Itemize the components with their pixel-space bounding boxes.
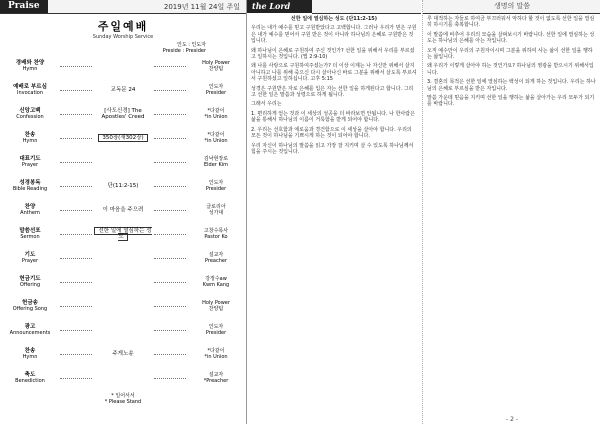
order-person: [186, 324, 246, 336]
dotted-leader: [154, 138, 186, 139]
page-number: - 2 -: [506, 416, 518, 423]
order-label-en: Offering: [19, 282, 41, 288]
order-person-ko: 인도자: [208, 324, 224, 330]
paragraph: 왜 하나님이 은혜로 구원하여 주신 것인가? 선한 일을 위해서 우리를 부르셨고 일하시는 것입니다. (엡 2:9-10): [251, 47, 415, 61]
order-label: [0, 108, 60, 120]
dotted-leader: [154, 258, 186, 259]
order-person-ko: 김낙현장로: [203, 156, 229, 162]
praise-tag: Praise: [0, 0, 48, 13]
order-row: [0, 150, 246, 174]
order-person-ko: Holy Power: [202, 300, 230, 306]
order-label-en: Bible Reading: [12, 186, 48, 192]
order-person: [186, 228, 246, 240]
order-person-ko: *다같이: [207, 108, 225, 114]
dotted-leader: [154, 378, 186, 379]
order-person-ko: 설교자: [208, 372, 224, 378]
order-label: [0, 276, 60, 288]
order-label: [0, 132, 60, 144]
order-label-ko: 광고: [24, 324, 36, 330]
order-label: [0, 300, 60, 312]
order-item-text: 선한 일에 열심하는 성도: [94, 227, 151, 241]
paragraph: 성경은 구원받은 자로 은혜를 입은 자는 선한 일을 하게된다고 합니다. 그리고 선한 일은 말씀과 성령으로 하게 됩니다.: [251, 85, 414, 99]
praise-header: [0, 0, 246, 14]
service-subtitle: Sunday Worship Service: [92, 34, 154, 40]
dotted-leader: [154, 186, 186, 187]
dotted-leader: [154, 162, 186, 163]
order-label-ko: 말씀선포: [19, 228, 41, 234]
dotted-leader: [60, 186, 92, 187]
order-label-en: Confession: [16, 114, 44, 120]
order-row: [0, 318, 246, 342]
order-person-ko: 글로리아: [206, 204, 226, 210]
order-item-text: 주게노송: [112, 351, 134, 357]
order-person: [186, 348, 246, 360]
dotted-leader: [60, 114, 92, 115]
order-row: [0, 198, 246, 222]
order-row: [0, 294, 246, 318]
dotted-leader: [60, 354, 92, 355]
order-person-ko: 설교자: [208, 252, 224, 258]
order-person-en: *in Union: [204, 354, 228, 360]
order-label-en: Hymn: [22, 354, 38, 360]
order-item: [92, 108, 154, 120]
order-label-ko: 예배로 부르심: [13, 84, 47, 90]
order-person-en: Kwm Kang: [202, 282, 230, 288]
order-person: [186, 180, 246, 192]
dotted-leader: [154, 234, 186, 235]
dotted-leader: [60, 378, 92, 379]
order-label-ko: 찬양: [24, 204, 36, 210]
dotted-leader: [154, 210, 186, 211]
order-label-ko: 경배와 찬양: [15, 60, 45, 66]
paragraph: 오직 예수만이 우리의 구원자이시며 그분을 위하여 사는 삶이 선한 일을 행하는 삶입니다.: [427, 47, 593, 61]
dotted-leader: [60, 90, 92, 91]
order-item: [92, 228, 154, 240]
order-label: [0, 372, 60, 384]
order-item-text: 350장(새302장): [98, 134, 147, 142]
order-label: [0, 204, 60, 216]
paragraph: 3. 결혼의 목적은 선한 일에 열심하는 백성이 되게 하는 것입니다. 우리는 하나님의 은혜로 부르심을 받은 자입니다.: [427, 79, 596, 92]
presider-line: [0, 42, 246, 54]
order-label-ko: 성경봉독: [19, 180, 41, 186]
stand-note-en: * Please Stand: [104, 399, 142, 405]
dotted-leader: [60, 66, 92, 67]
dotted-leader: [60, 306, 92, 307]
paragraph: 우리는 내가 예수를 믿고 구원받았다고 고백합니다. 그러나 우리가 믿은 구원은 내가 예수를 믿어서 구원 받은 것이 아니라 하나님의 은혜로 구원받은 것입니다.: [251, 25, 417, 45]
word-body: [427, 16, 597, 414]
order-person-en: Elder Kim: [204, 162, 228, 168]
order-item: [92, 87, 154, 93]
order-item-text: 이 마음을 주으려: [102, 207, 144, 213]
worship-order-column: [0, 0, 247, 424]
order-label-en: Benediction: [15, 378, 45, 384]
order-row: [0, 342, 246, 366]
dotted-leader: [154, 282, 186, 283]
order-label-en: Hymn: [22, 66, 38, 72]
order-person-en: *in Union: [204, 114, 228, 120]
order-person: [186, 372, 246, 384]
order-label: [0, 180, 60, 192]
order-person-en: 성가대: [208, 210, 224, 216]
order-label-ko: 기도: [24, 252, 36, 258]
order-label-ko: 신앙고백: [19, 108, 41, 114]
order-label-en: Sermon: [20, 234, 40, 240]
order-label: [0, 348, 60, 360]
order-person-en: Presider: [205, 90, 227, 96]
paragraph: 왜 나를 사랑으로 구원하여주셨는가? 더 이상 이제는 나 자신만 위해서 살지 아니하고 나를 위해 죽으신 다시 살아나신 바로 그분을 위해서 살도록 부르셔서 구원하셨고 일하십니다. 고후 5:15: [251, 63, 417, 83]
order-label-ko: 헌금송: [22, 300, 38, 306]
order-row: [0, 102, 246, 126]
order-row: [0, 126, 246, 150]
dotted-leader: [60, 138, 92, 139]
dotted-leader: [60, 282, 92, 283]
order-label-ko: 찬송: [24, 132, 36, 138]
order-label-en: Prayer: [21, 258, 39, 264]
order-label: [0, 324, 60, 336]
dotted-leader: [60, 234, 92, 235]
order-label-en: Hymn: [22, 138, 38, 144]
order-row: [0, 174, 246, 198]
order-person: [186, 84, 246, 96]
stand-note-ko: * 일어서서: [111, 393, 135, 399]
order-item: [92, 183, 154, 189]
sermon-column: [247, 0, 421, 424]
order-row: [0, 246, 246, 270]
order-person: [186, 156, 246, 168]
order-person: [186, 132, 246, 144]
order-label: [0, 228, 60, 240]
paragraph: 1. 편리하게 얻는 것과 이 세상의 성공을 더 바라보면 안됩니다. 나 한사람은 삶을 통해서 하나님의 이름이 거룩함을 받게 되어야 합니다.: [251, 110, 415, 124]
order-label: [0, 84, 60, 96]
order-person: [186, 108, 246, 120]
order-person-en: Preacher: [204, 258, 228, 264]
dotted-leader: [60, 258, 92, 259]
dotted-leader: [60, 210, 92, 211]
paragraph: 우리 자신이 하나님의 말씀을 읽고 가장 잘 지키며 살 수 있도록 하나님께서 힘을 주시는 것입니다.: [251, 142, 414, 155]
order-row: [0, 270, 246, 294]
presider-en: Preside : Presider: [162, 48, 206, 54]
order-label-en: Offering Song: [12, 306, 48, 312]
order-row: [0, 222, 246, 246]
order-label-ko: 대표기도: [19, 156, 41, 162]
order-person: [186, 300, 246, 312]
header-bar: [312, 0, 421, 14]
service-date: 2019년 11월 24일 주일: [163, 2, 240, 11]
order-person: [186, 60, 246, 72]
order-person-ko: 강정수aw: [205, 276, 227, 282]
order-person-ko: Holy Power: [202, 60, 230, 66]
sermon-body: [251, 16, 417, 414]
order-person: [186, 252, 246, 264]
order-label-en: Prayer: [21, 162, 39, 168]
word-title: 생명의 말씀: [423, 0, 600, 14]
order-person-ko: 인도자: [208, 180, 224, 186]
dotted-leader: [154, 354, 186, 355]
service-title: 주일예배: [97, 20, 149, 33]
order-item: [92, 135, 154, 141]
order-person-ko: *다같이: [207, 132, 225, 138]
order-item-text: [사도신경] The Apostles' Creed: [101, 108, 145, 120]
paragraph: 2. 우리는 선호함과 에로움과 경건함으로 이 세상을 살아야 합니다. 우리의 모든 것이 하나님을 기쁘시게 하는 것이 되어야 합니다.: [251, 126, 412, 140]
sermon-subtitle: 선한 일에 열심하는 성도 (단11:2-15): [290, 16, 378, 22]
order-person-ko: 고창수목사: [203, 228, 229, 234]
order-item-text: 교독문 24: [110, 87, 136, 93]
order-item: [92, 351, 154, 357]
order-person-ko: *다같이: [207, 348, 225, 354]
stand-note: [0, 392, 246, 405]
dotted-leader: [60, 162, 92, 163]
order-row: [0, 78, 246, 102]
order-label-en: Invocation: [16, 90, 44, 96]
order-label-ko: 축도: [24, 372, 36, 378]
dotted-leader: [154, 66, 186, 67]
paragraph: 이 말씀에 비추어 우리의 모습을 살펴보시기 바랍니다. 선한 일에 열심하는 성도는 하나님의 은혜를 아는 자입니다.: [427, 31, 595, 45]
order-label-en: Announcements: [9, 330, 51, 336]
order-person-en: Pastor Ko: [204, 234, 228, 240]
order-row: [0, 54, 246, 78]
order-label-en: Anthem: [20, 210, 40, 216]
order-person-en: *in Union: [204, 138, 228, 144]
paragraph: 말씀 가운데 믿음을 지키며 선한 일을 행하는 삶을 살아가는 우리 모두가 되기를 바랍니다.: [427, 95, 595, 108]
presider-ko: 인도 : 인도자: [176, 42, 206, 48]
dotted-leader: [154, 114, 186, 115]
order-label-ko: 찬송: [24, 348, 36, 354]
order-item-text: 단(11:2-15): [107, 183, 139, 189]
order-person-en: *Preacher: [203, 378, 229, 384]
order-item: [92, 207, 154, 213]
order-person-en: Presider: [205, 330, 227, 336]
order-label: [0, 60, 60, 72]
dotted-leader: [154, 90, 186, 91]
lord-tag: the Lord: [247, 0, 312, 13]
order-person: [186, 204, 246, 216]
order-label: [0, 156, 60, 168]
word-column: [422, 0, 600, 424]
dotted-leader: [60, 330, 92, 331]
order-person-en: Presider: [205, 186, 227, 192]
order-person-ko: 인도자: [208, 84, 224, 90]
order-label-ko: 헌금기도: [19, 276, 41, 282]
paragraph: 루 대적하는 자들로 하여금 부끄러워서 악하다 할 것이 없도록 선한 일을 열심히 하시기를 축복합니다.: [427, 16, 595, 29]
dotted-leader: [154, 330, 186, 331]
order-person-en: 찬양팀: [208, 306, 224, 312]
order-person-en: 찬양팀: [208, 66, 224, 72]
dotted-leader: [154, 306, 186, 307]
order-label: [0, 252, 60, 264]
order-row: [0, 366, 246, 390]
paragraph: 왜 우리가 이렇게 살아야 하는 것인가요? 하나님의 영광을 받으시기 위해서입니다.: [427, 63, 594, 76]
order-list: [0, 54, 246, 390]
paragraph: 그래서 우리는: [251, 101, 282, 108]
order-person: [186, 276, 246, 288]
